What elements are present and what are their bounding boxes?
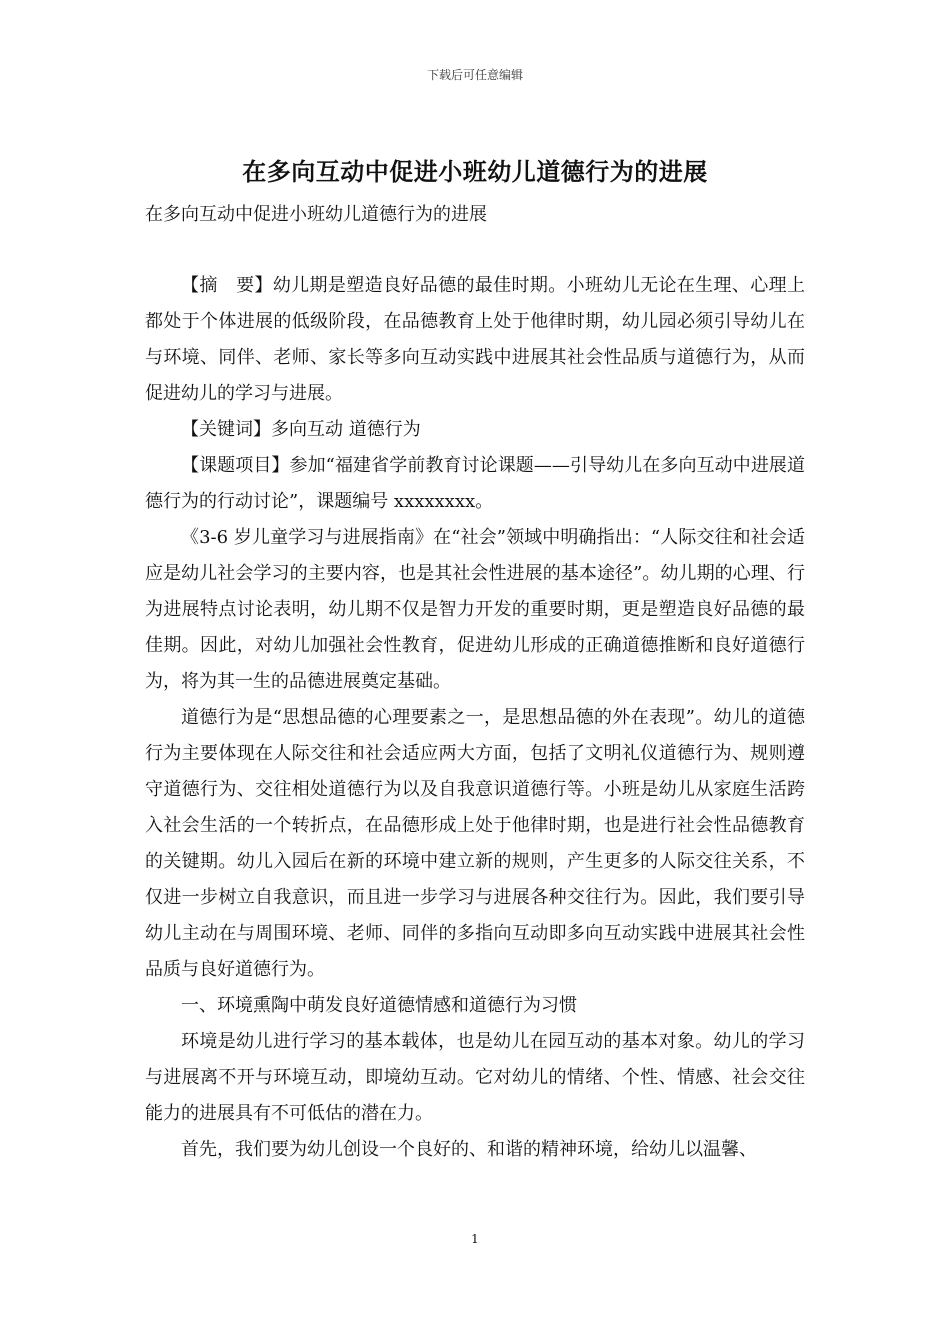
keywords-paragraph: 【关键词】多向互动 道德行为 bbox=[181, 419, 421, 440]
header-note: 下载后可任意编辑 bbox=[426, 68, 523, 82]
project-paragraph: 【课题项目】参加“福建省学前教育讨论课题——引导幼儿在多向互动中进展道德行为的行动讨论”，课题编号 xxxxxxxx。 bbox=[145, 455, 805, 512]
document-title: 在多向互动中促进小班幼儿道德行为的进展 bbox=[242, 157, 708, 186]
body-paragraph: 道德行为是“思想品德的心理要素之一，是思想品德的外在表现”。幼儿的道德行为主要体现在人际交往和社会适应两大方面，包括了文明礼仪道德行为、规则遵守道德行为、交往相处道德行为以及自我意识道德行等。小班是幼儿从家庭生活跨入社会生活的一个转折点，在品德形成上处于他律时期，也是进行社会性品德教育的关键期。幼儿入园后在新的环境中建立新的规则，产生更多的人际交往关系，不仅进一步树立自我意识，而且进一步学习与进展各种交往行为。因此，我们要引导幼儿主动在与周围环境、老师、同伴的多指向互动即多向互动实践中进展其社会性品质与良好道德行为。 bbox=[145, 707, 805, 980]
body-paragraph: 《3-6 岁儿童学习与进展指南》在“社会”领域中明确指出：“人际交往和社会适应是幼儿社会学习的主要内容，也是其社会性进展的基本途径”。幼儿期的心理、行为进展特点讨论表明，幼儿期不仅是智力开发的重要时期，更是塑造良好品德的最佳期。因此，对幼儿加强社会性教育，促进幼儿形成的正确道德推断和良好道德行为，将为其一生的品德进展奠定基础。 bbox=[145, 527, 805, 692]
abstract-paragraph: 【摘 要】幼儿期是塑造良好品德的最佳时期。小班幼儿无论在生理、心理上都处于个体进展的低级阶段，在品德教育上处于他律时期，幼儿园必须引导幼儿在与环境、同伴、老师、家长等多向互动实践中进展其社会性品质与道德行为，从而促进幼儿的学习与进展。 bbox=[145, 275, 805, 404]
document-body bbox=[145, 268, 805, 1168]
document-subtitle: 在多向互动中促进小班幼儿道德行为的进展 bbox=[145, 204, 487, 225]
section-heading: 一、环境熏陶中萌发良好道德情感和道德行为习惯 bbox=[181, 995, 577, 1016]
page-number: 1 bbox=[471, 1232, 479, 1246]
body-paragraph: 环境是幼儿进行学习的基本载体，也是幼儿在园互动的基本对象。幼儿的学习与进展离不开与环境互动，即境幼互动。它对幼儿的情绪、个性、情感、社会交往能力的进展具有不可低估的潜在力。 bbox=[145, 1031, 805, 1124]
body-paragraph: 首先，我们要为幼儿创设一个良好的、和谐的精神环境，给幼儿以温馨、 bbox=[181, 1139, 757, 1160]
